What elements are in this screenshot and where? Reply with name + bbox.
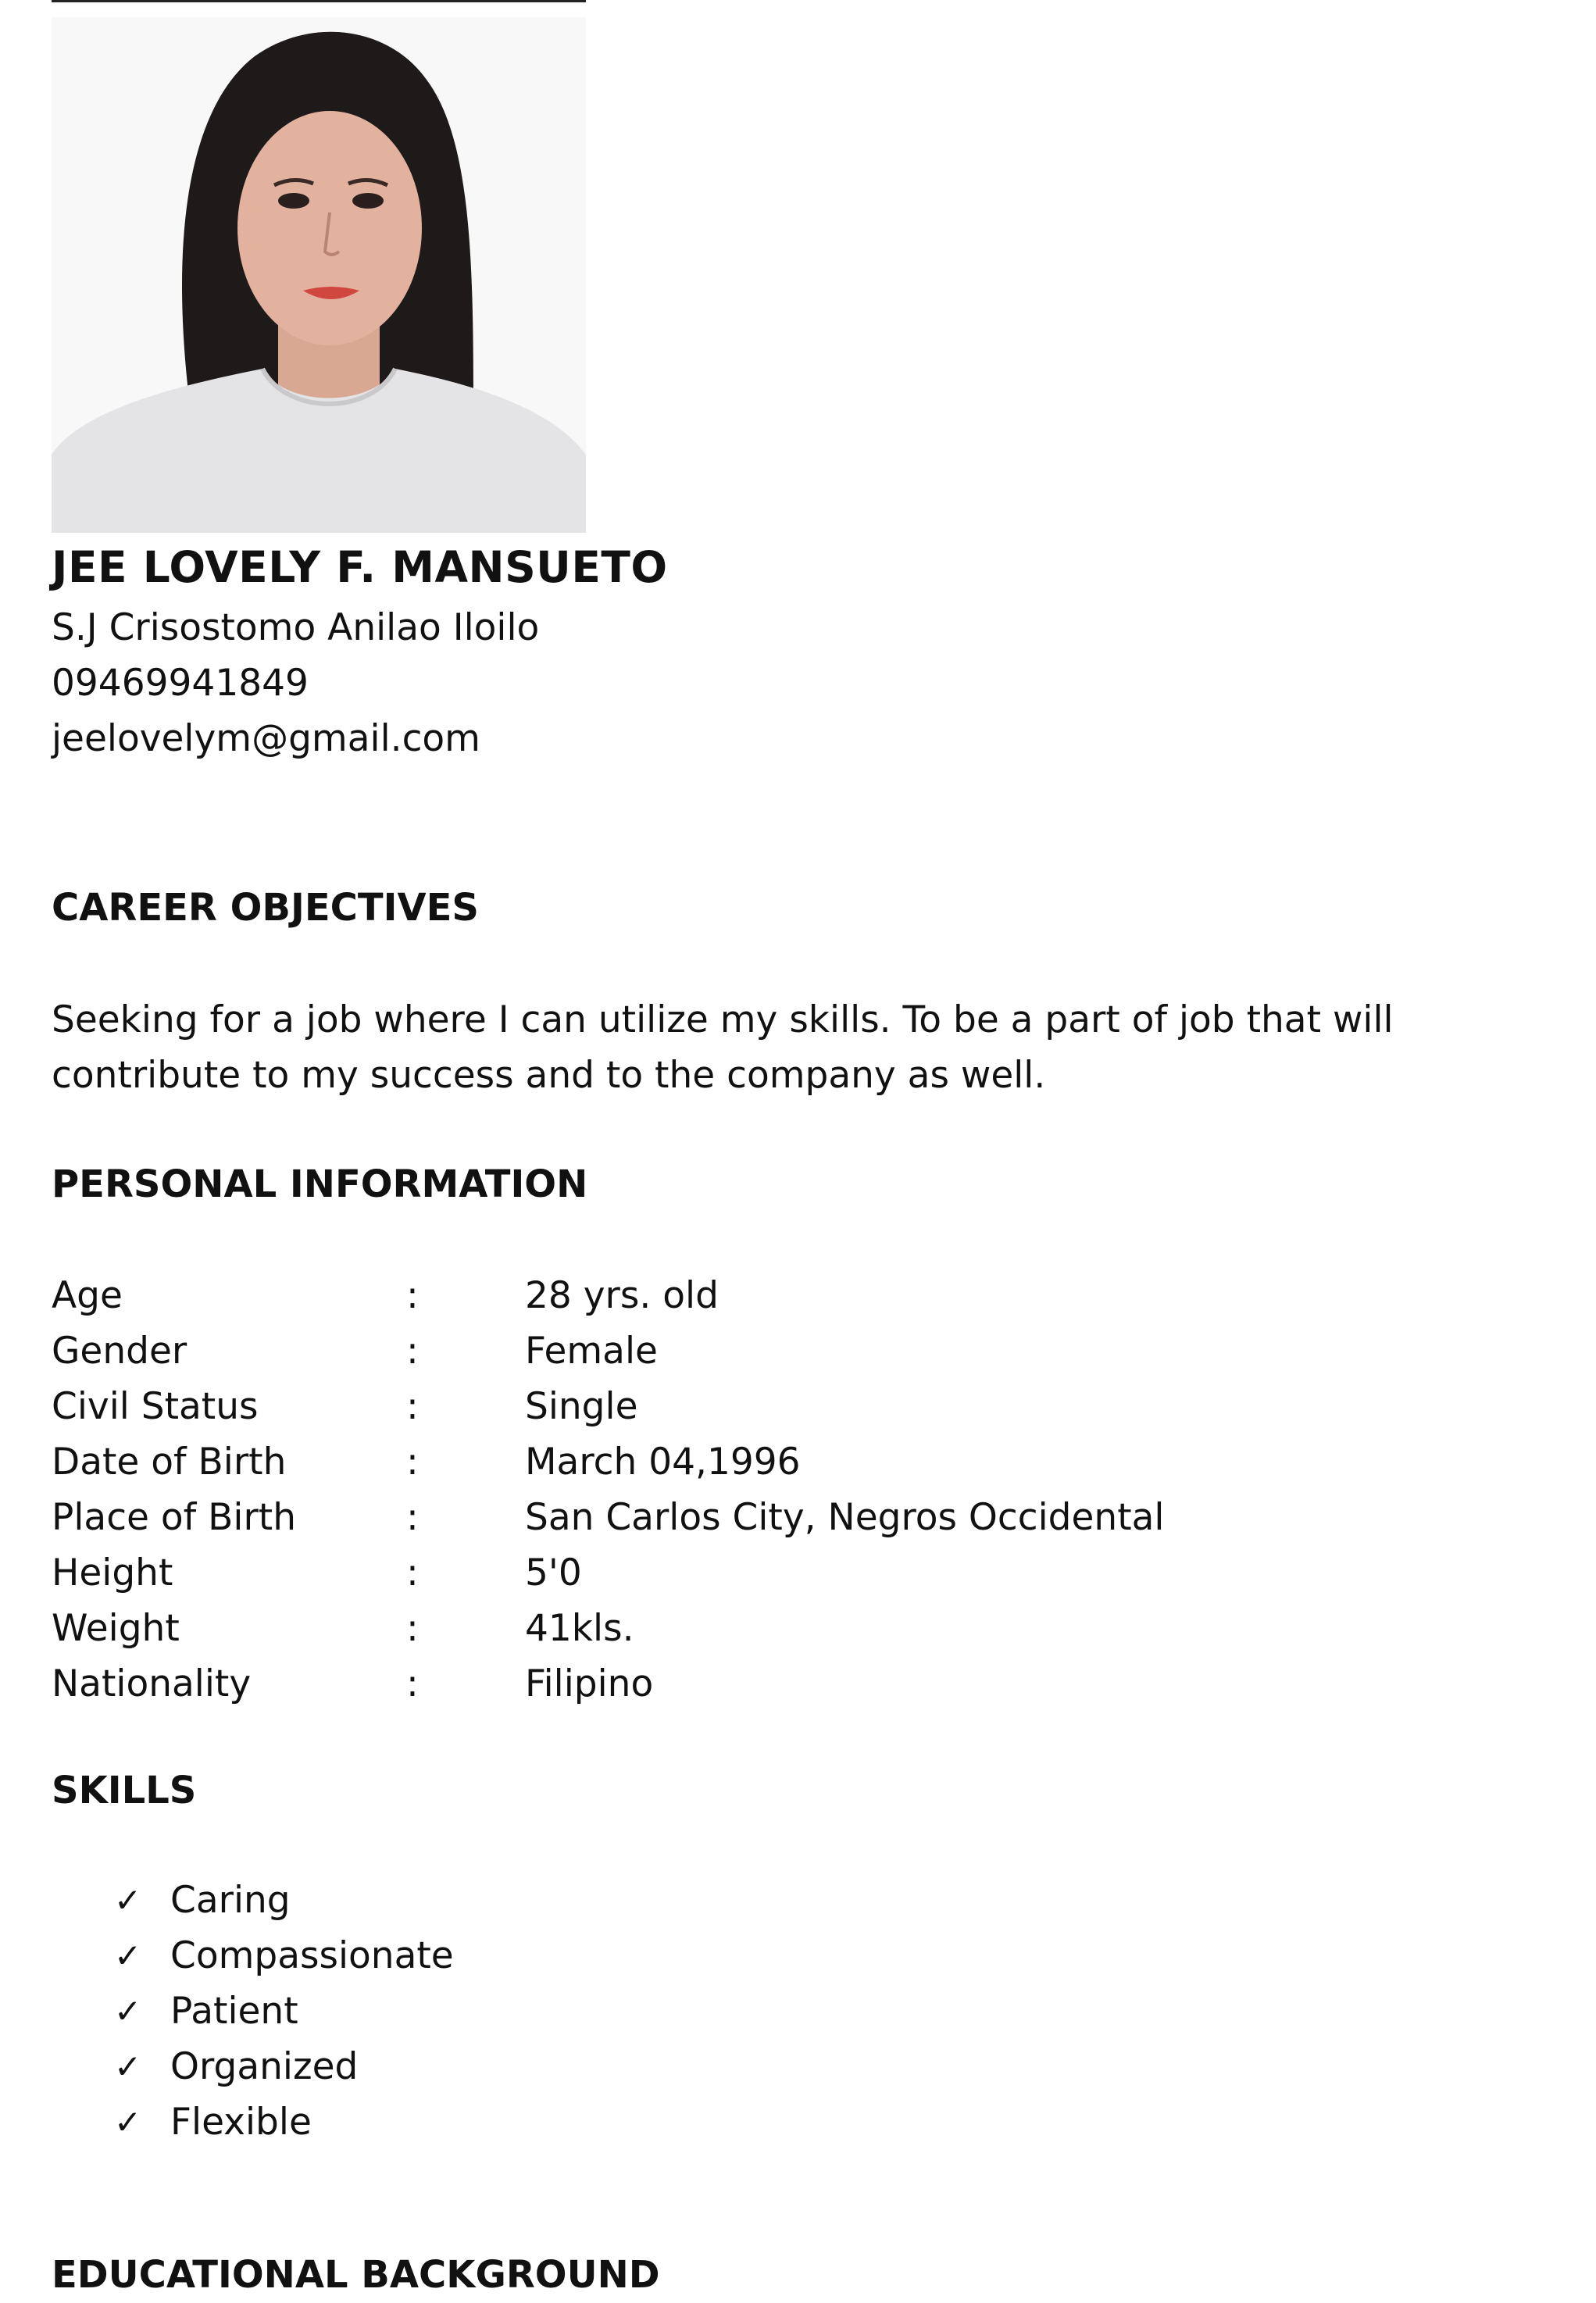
skill-label: Caring: [170, 1879, 291, 1922]
portrait-illustration: [52, 17, 586, 533]
check-icon: ✓: [114, 1881, 142, 1919]
info-label: Gender: [52, 1330, 187, 1373]
info-separator: :: [406, 1274, 419, 1317]
info-value: Filipino: [525, 1662, 654, 1705]
info-row-gender: [52, 1323, 1536, 1379]
info-value: Female: [525, 1330, 658, 1373]
info-separator: :: [406, 1385, 419, 1428]
info-row-place-of-birth: [52, 1490, 1536, 1545]
info-row-height: [52, 1545, 1536, 1601]
info-separator: :: [406, 1551, 419, 1594]
skill-label: Patient: [170, 1990, 298, 2033]
info-label: Nationality: [52, 1662, 252, 1705]
check-icon: ✓: [114, 2103, 142, 2141]
info-label: Date of Birth: [52, 1441, 287, 1484]
info-row-nationality: [52, 1656, 1536, 1712]
info-value: Single: [525, 1385, 638, 1428]
info-separator: :: [406, 1496, 419, 1539]
info-row-age: [52, 1268, 1536, 1323]
info-label: Age: [52, 1274, 123, 1317]
info-value: 28 yrs. old: [525, 1274, 719, 1317]
info-value: March 04,1996: [525, 1441, 801, 1484]
check-icon: ✓: [114, 1937, 142, 1975]
info-value: 5'0: [525, 1551, 582, 1594]
info-separator: :: [406, 1330, 419, 1373]
info-row-civil-status: [52, 1379, 1536, 1434]
top-divider: [52, 0, 586, 2]
career-objectives-heading: CAREER OBJECTIVES: [52, 886, 479, 930]
info-row-date-of-birth: [52, 1434, 1536, 1490]
career-objective-text: Seeking for a job where I can utilize my skills. To be a part of job that will contribute to my success and to the company as well.: [52, 998, 1394, 1097]
info-row-weight: [52, 1601, 1536, 1656]
info-separator: :: [406, 1607, 419, 1650]
info-value: San Carlos City, Negros Occidental: [525, 1496, 1165, 1539]
info-label: Civil Status: [52, 1385, 259, 1428]
skill-label: Compassionate: [170, 1934, 454, 1977]
skill-label: Organized: [170, 2045, 359, 2088]
info-value: 41kls.: [525, 1607, 634, 1650]
check-icon: ✓: [114, 2048, 142, 2086]
info-separator: :: [406, 1441, 419, 1484]
info-separator: :: [406, 1662, 419, 1705]
applicant-name: JEE LOVELY F. MANSUETO: [52, 542, 668, 592]
personal-information-heading: PERSONAL INFORMATION: [52, 1162, 588, 1206]
email-address: jeelovelym@gmail.com: [52, 717, 480, 760]
info-label: Place of Birth: [52, 1496, 296, 1539]
skills-heading: SKILLS: [52, 1769, 197, 1812]
educational-background-heading: EDUCATIONAL BACKGROUND: [52, 2253, 660, 2297]
profile-photo: [52, 17, 586, 533]
address: S.J Crisostomo Anilao Iloilo: [52, 606, 540, 649]
check-icon: ✓: [114, 1992, 142, 2030]
skill-label: Flexible: [170, 2101, 312, 2144]
phone-number: 09469941849: [52, 662, 309, 705]
info-label: Height: [52, 1551, 173, 1594]
info-label: Weight: [52, 1607, 180, 1650]
